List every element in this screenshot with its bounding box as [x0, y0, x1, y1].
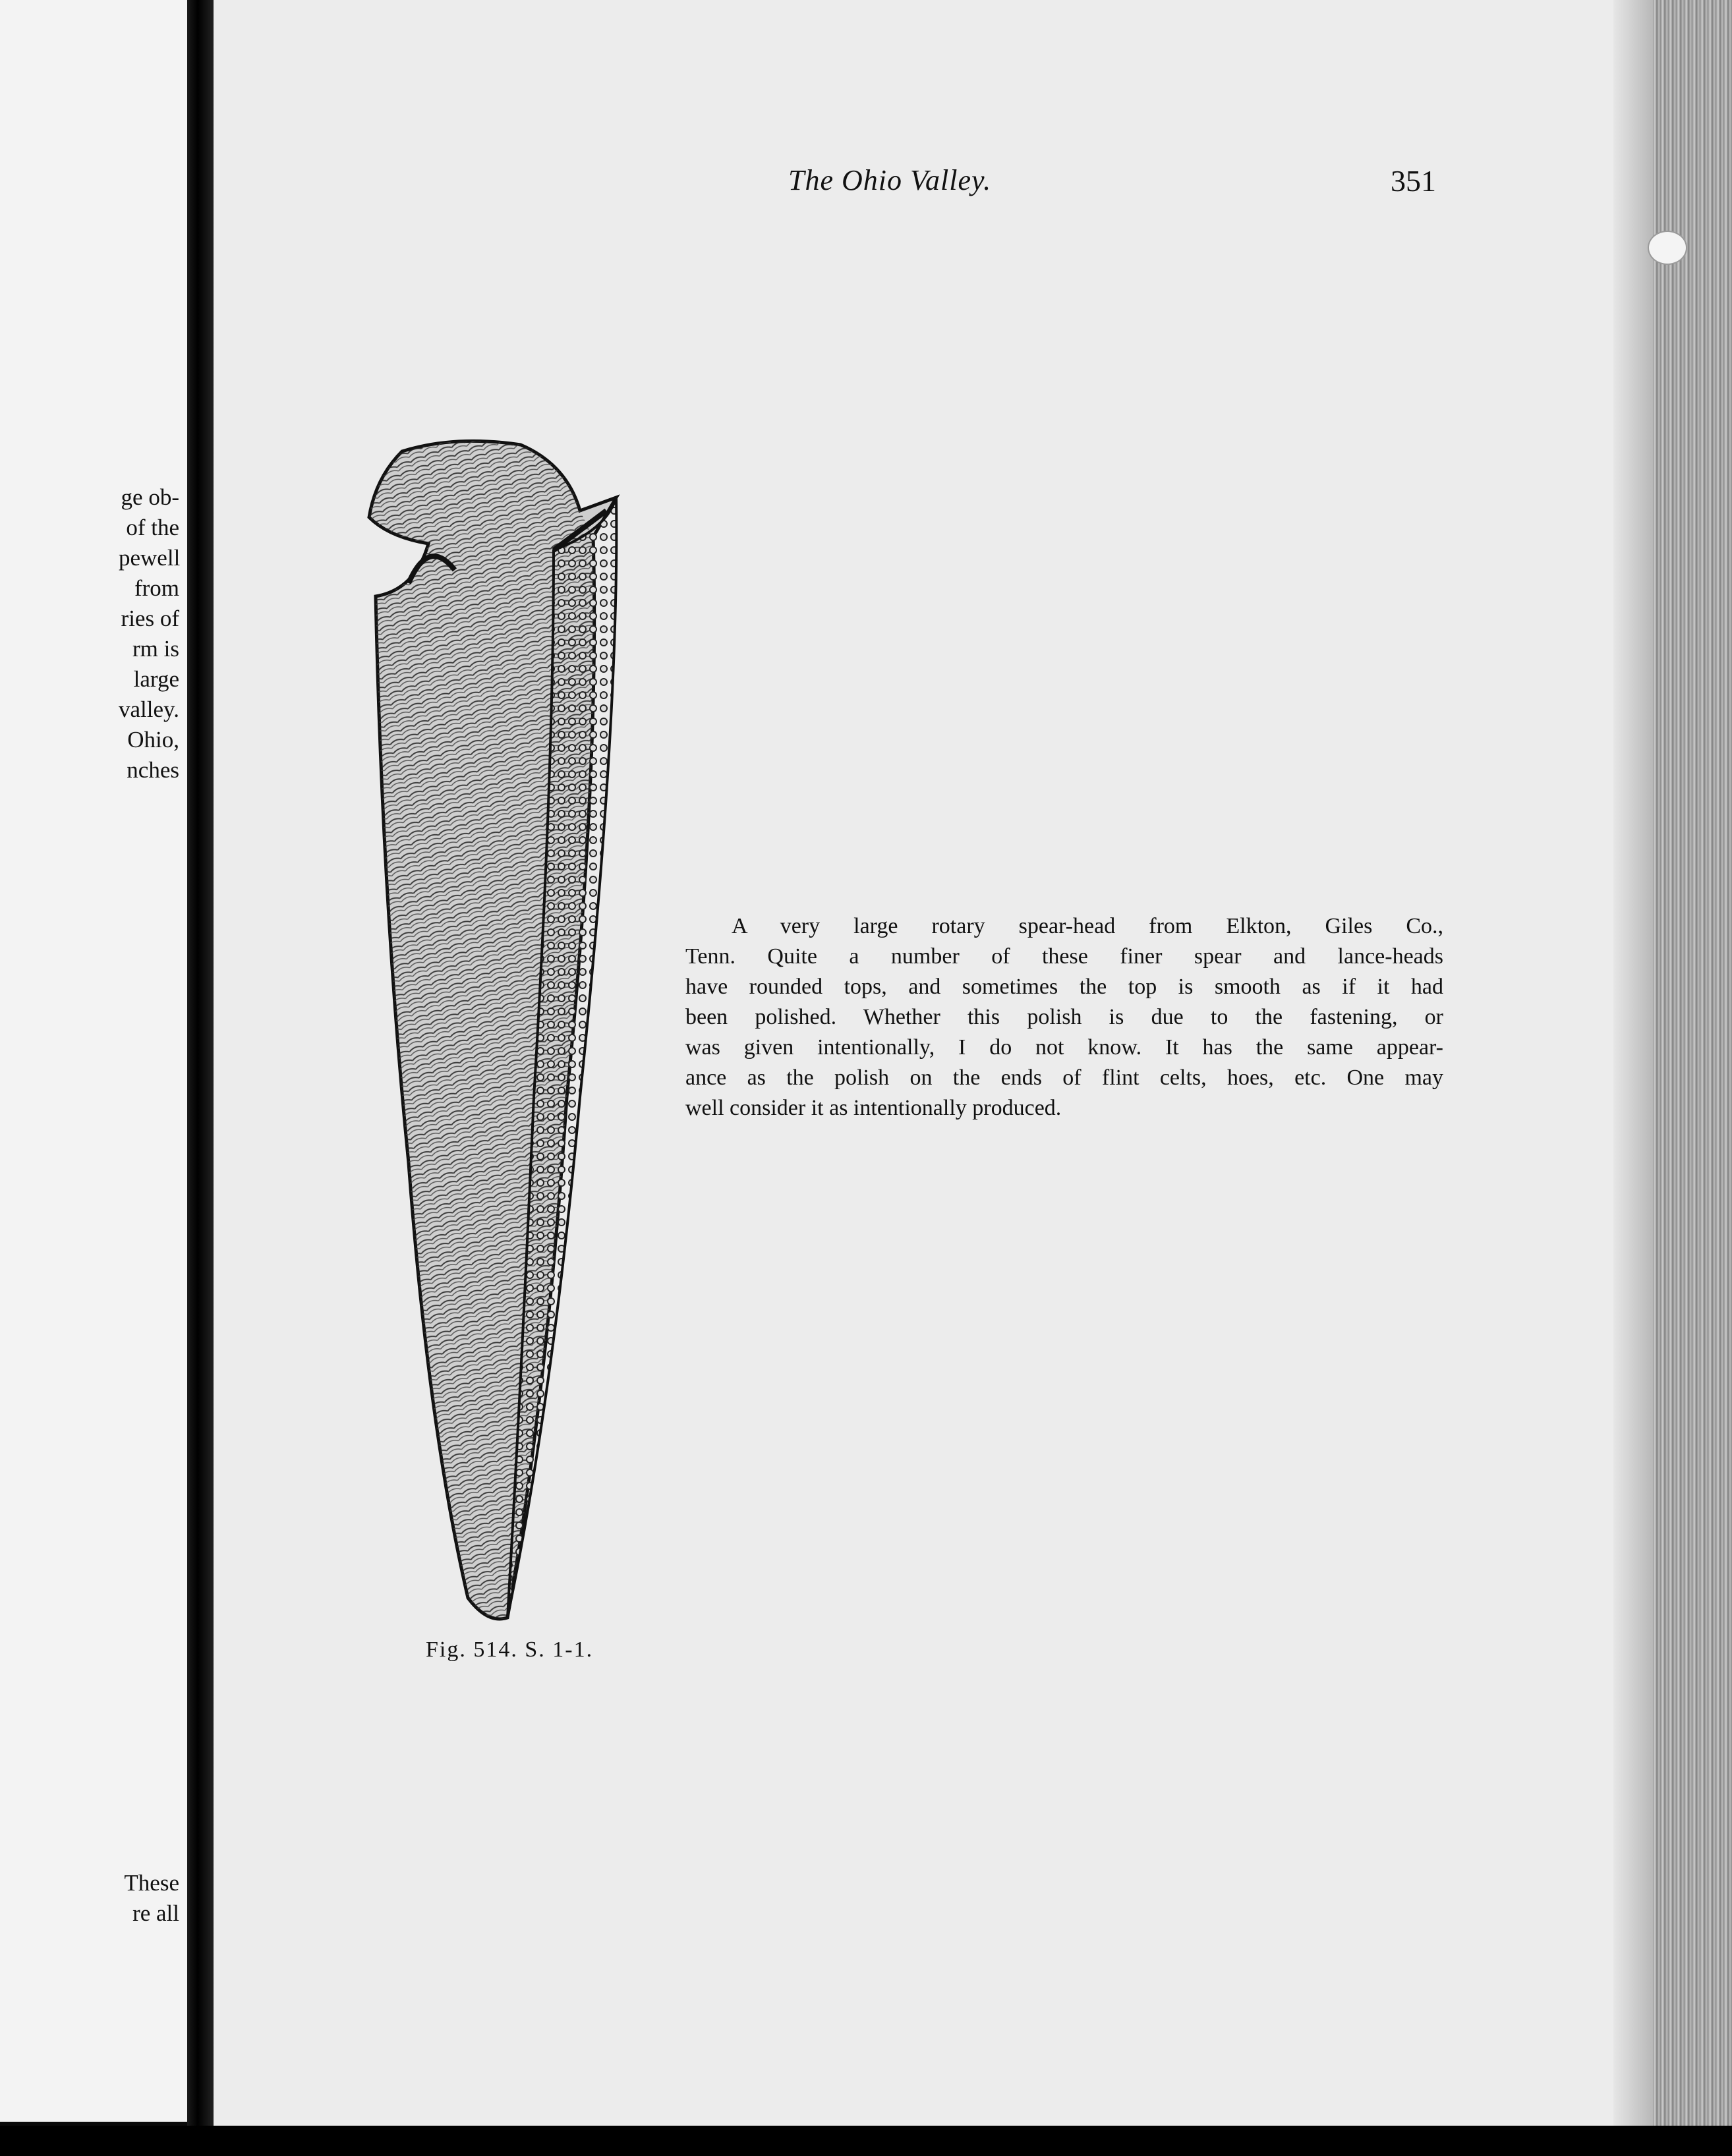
left-line: valley.	[119, 696, 179, 722]
left-line: re all	[132, 1900, 179, 1926]
left-line: Ohio,	[127, 727, 179, 752]
body-line: have rounded tops, and sometimes the top is smooth as if it had	[685, 975, 1443, 999]
body-line: been polished. Whether this polish is due to the fastening, or	[685, 1005, 1443, 1029]
left-line: pewell	[119, 545, 181, 571]
left-line: These	[124, 1870, 179, 1896]
left-line: of the	[126, 515, 179, 540]
left-line: ge ob-	[121, 484, 179, 510]
left-line: from	[134, 575, 179, 601]
figure-caption: Fig. 514. S. 1-1.	[426, 1637, 594, 1662]
body-line: Tenn. Quite a number of these finer spear and lance-heads	[685, 944, 1443, 969]
library-stamp	[1648, 231, 1687, 265]
body-line: A very large rotary spear-head from Elkton, Giles Co.,	[732, 914, 1443, 938]
page-edges	[1613, 0, 1732, 2156]
body-line: was given intentionally, I do not know. It has the same appear-	[685, 1035, 1443, 1060]
left-line: large	[133, 666, 179, 692]
previous-page-fragment	[0, 0, 187, 2122]
running-header-title: The Ohio Valley.	[788, 164, 992, 196]
left-line: nches	[127, 757, 179, 783]
left-line: ries of	[121, 606, 179, 631]
scan-border	[0, 2126, 1732, 2156]
book-gutter	[187, 0, 214, 2156]
page-number: 351	[1391, 164, 1436, 198]
spear-head-illustration	[356, 438, 672, 1631]
left-line: rm is	[132, 636, 179, 662]
body-line: well consider it as intentionally produced.	[685, 1096, 1062, 1120]
body-paragraph	[685, 911, 1443, 1123]
body-line: ance as the polish on the ends of flint celts, hoes, etc. One may	[685, 1065, 1443, 1090]
